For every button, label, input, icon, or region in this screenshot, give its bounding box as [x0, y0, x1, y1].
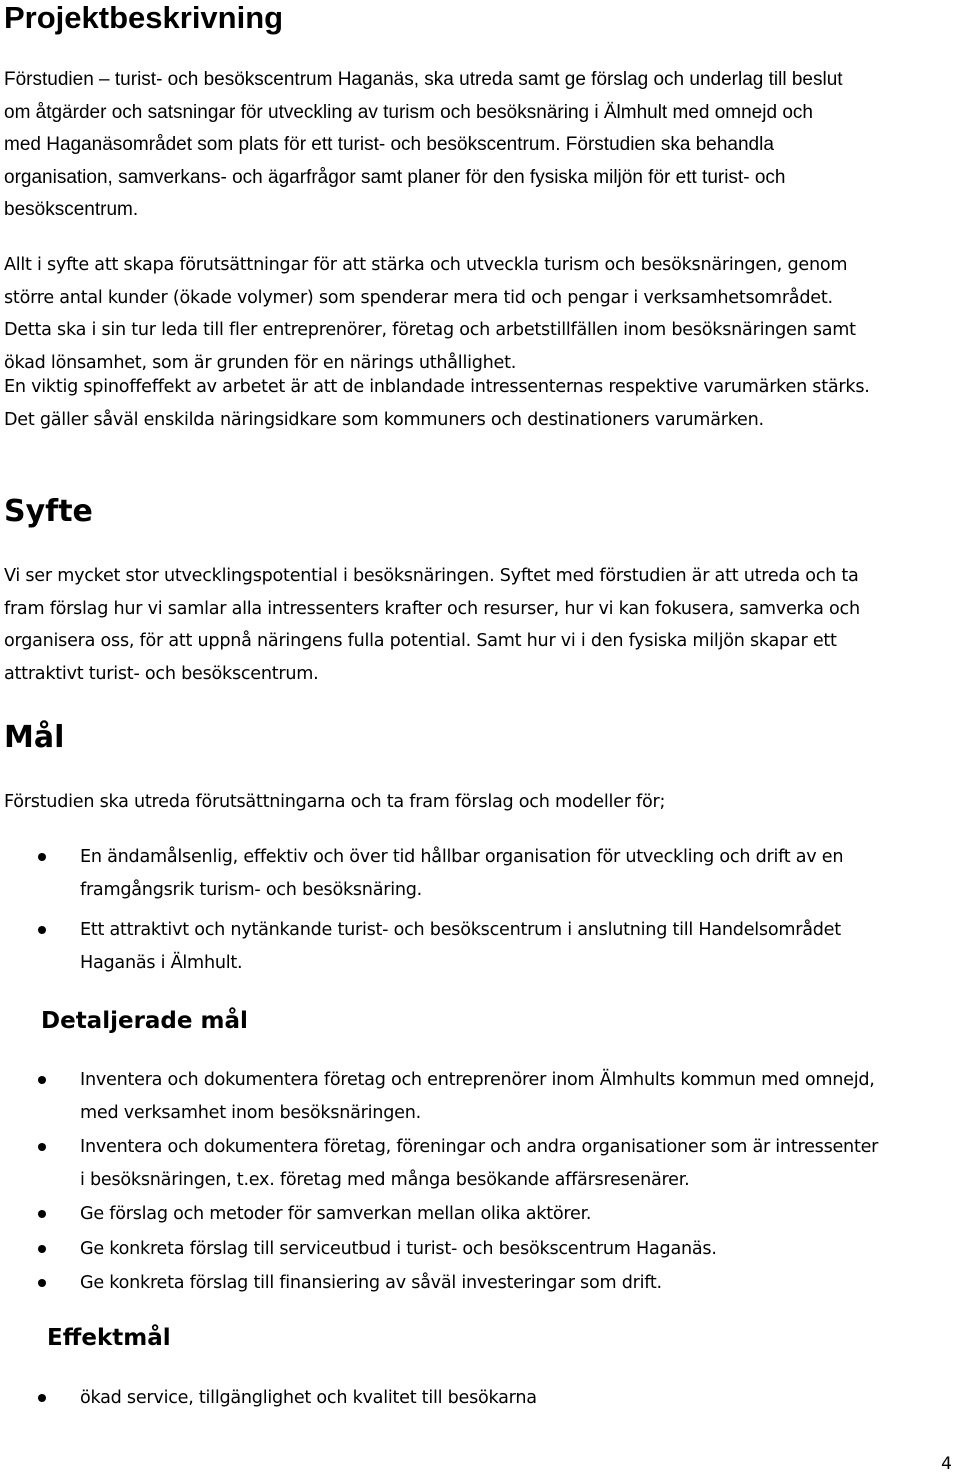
- mal-lead: [4, 786, 665, 819]
- list-item-line: Inventera och dokumentera företag och entreprenörer inom Älmhults kommun med omnejd,: [80, 1070, 875, 1090]
- list-item: [4, 1064, 878, 1129]
- page-number: 4: [941, 1454, 952, 1474]
- list-item-line: Inventera och dokumentera företag, föreningar och andra organisationer som är intressenter: [80, 1137, 879, 1157]
- bullet-icon: [38, 1210, 46, 1218]
- intro-line: besökscentrum.: [4, 199, 139, 220]
- list-item: [4, 1198, 878, 1231]
- syfte-line: attraktivt turist- och besökscentrum.: [4, 663, 319, 684]
- list-item: [4, 841, 843, 906]
- list-item-line: En ändamålsenlig, effektiv och över tid hållbar organisation för utveckling och drift av en: [80, 847, 844, 867]
- list-item-line: Ge konkreta förslag till serviceutbud i turist- och besökscentrum Haganäs.: [80, 1238, 717, 1259]
- detaljerade-list: [4, 1064, 878, 1300]
- mal-lead-line: Förstudien ska utreda förutsättningarna och ta fram förslag och modeller för;: [4, 792, 666, 812]
- spinoff-line: Det gäller såväl enskilda näringsidkare som kommuners och destinationers varumärken.: [4, 409, 764, 430]
- spinoff-line: En viktig spinoffeffekt av arbetet är att de inblandade intressenternas respektive varumärken stärks.: [4, 377, 870, 397]
- bullet-icon: [38, 1394, 46, 1402]
- spinoff-paragraph: [4, 371, 870, 436]
- list-item-line: Haganäs i Älmhult.: [80, 952, 243, 973]
- syfte-line: organisera oss, för att uppnå näringens fulla potential. Samt hur vi i den fysiska miljön skapar ett: [4, 631, 837, 651]
- bullet-icon: [38, 926, 46, 934]
- list-item-line: framgångsrik turism- och besöksnäring.: [80, 879, 423, 900]
- purpose-line: Detta ska i sin tur leda till fler entreprenörer, företag och arbetstillfällen inom besöksnäringen samt: [4, 320, 856, 340]
- detaljerade-heading: Detaljerade mål: [41, 1008, 248, 1034]
- intro-line: om åtgärder och satsningar för utveckling av turism och besöksnäring i Älmhult med omnejd och: [4, 101, 813, 123]
- list-item-line: med verksamhet inom besöksnäringen.: [80, 1102, 421, 1123]
- purpose-line: ökad lönsamhet, som är grunden för en närings uthållighet.: [4, 352, 517, 373]
- list-item: [4, 1233, 878, 1266]
- list-item: [4, 1267, 878, 1300]
- list-item: [4, 1382, 537, 1415]
- bullet-icon: [38, 1279, 46, 1287]
- effektmal-list: [4, 1382, 537, 1415]
- purpose-line: Allt i syfte att skapa förutsättningar för att stärka och utveckla turism och besöksnäringen, genom: [4, 255, 848, 275]
- purpose-line: större antal kunder (ökade volymer) som spenderar mera tid och pengar i verksamhetsområdet.: [4, 287, 833, 308]
- bullet-icon: [38, 853, 46, 861]
- bullet-icon: [38, 1143, 46, 1151]
- list-item: [4, 1131, 878, 1196]
- syfte-line: fram förslag hur vi samlar alla intressenters krafter och resurser, hur vi kan fokusera, samverka och: [4, 598, 860, 619]
- bullet-icon: [38, 1076, 46, 1084]
- intro-paragraph: [4, 64, 843, 227]
- intro-line: med Haganäsområdet som plats för ett turist- och besökscentrum. Förstudien ska behandla: [4, 134, 774, 155]
- mal-heading: Mål: [4, 720, 65, 755]
- bullet-icon: [38, 1245, 46, 1253]
- intro-line: organisation, samverkans- och ägarfrågor samt planer för den fysiska miljön för ett turist- och: [4, 166, 786, 188]
- mal-list: [4, 841, 843, 979]
- syfte-heading: Syfte: [4, 494, 93, 529]
- syfte-paragraph: [4, 560, 860, 690]
- page-title: Projektbeskrivning: [4, 0, 284, 35]
- list-item-line: ökad service, tillgänglighet och kvalitet till besökarna: [80, 1388, 537, 1408]
- purpose-paragraph: [4, 249, 856, 379]
- syfte-line: Vi ser mycket stor utvecklingspotential i besöksnäringen. Syftet med förstudien är att utreda och ta: [4, 566, 859, 586]
- intro-line: Förstudien – turist- och besökscentrum Haganäs, ska utreda samt ge förslag och underlag till beslut: [4, 69, 843, 90]
- list-item: [4, 914, 843, 979]
- effektmal-heading: Effektmål: [47, 1325, 171, 1351]
- list-item-line: Ge förslag och metoder för samverkan mellan olika aktörer.: [80, 1204, 592, 1224]
- list-item-line: Ett attraktivt och nytänkande turist- och besökscentrum i anslutning till Handelsområdet: [80, 920, 841, 940]
- list-item-line: i besöksnäringen, t.ex. företag med många besökande affärsresenärer.: [80, 1169, 690, 1190]
- list-item-line: Ge konkreta förslag till finansiering av såväl investeringar som drift.: [80, 1273, 662, 1293]
